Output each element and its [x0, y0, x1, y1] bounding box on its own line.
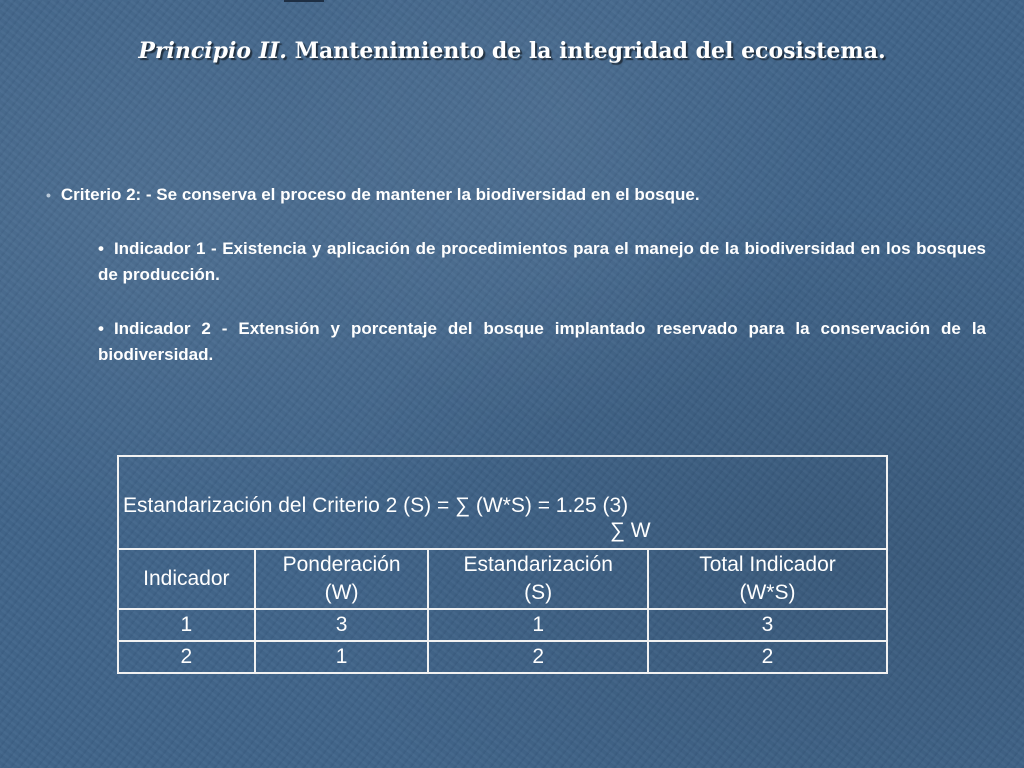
indicador-1-bullet [98, 236, 986, 288]
title-italic-part: Principio II. [138, 38, 287, 64]
title-rest-part: Mantenimiento de la integridad del ecosistema. [286, 38, 886, 64]
header-total [648, 549, 887, 609]
bullet-icon: • [46, 187, 51, 203]
formula-numerator: Estandarización del Criterio 2 (S) = ∑ (W*S) = 1.25 (3) [123, 493, 629, 517]
slide-title [0, 38, 1024, 64]
slide-content [46, 182, 986, 368]
header-estandarizacion [428, 549, 648, 609]
indicador-1-text: Indicador 1 - Existencia y aplicación de procedimientos para el manejo de la biodiversidad en los bosques de producción. [98, 239, 986, 284]
header-ponderacion-label: Ponderación [282, 553, 401, 576]
header-estandarizacion-label: Estandarización [463, 553, 613, 576]
cell-estandarizacion: 2 [428, 641, 648, 673]
header-total-unit: (W*S) [739, 581, 796, 604]
cell-ponderacion: 3 [255, 609, 429, 641]
cell-indicador: 2 [118, 641, 255, 673]
cell-total: 2 [648, 641, 887, 673]
indicador-2-text: Indicador 2 - Extensión y porcentaje del bosque implantado reservado para la conservación de la biodiversidad. [98, 319, 986, 364]
criterio-bullet [46, 182, 986, 208]
indicador-2-bullet [98, 316, 986, 368]
header-ponderacion [255, 549, 429, 609]
table-row [118, 641, 887, 673]
header-indicador [118, 549, 255, 609]
criterio-text: Criterio 2: - Se conserva el proceso de mantener la biodiversidad en el bosque. [60, 185, 700, 204]
cell-indicador: 1 [118, 609, 255, 641]
header-indicador-label: Indicador [143, 567, 230, 590]
header-ponderacion-unit: (W) [324, 581, 359, 604]
sub-bullet-icon: • [98, 319, 104, 338]
formula-cell [118, 456, 887, 549]
formula-row [118, 456, 887, 549]
cell-estandarizacion: 1 [428, 609, 648, 641]
sub-bullet-icon: • [98, 239, 104, 258]
cell-total: 3 [648, 609, 887, 641]
formula-denominator: ∑ W [610, 518, 651, 542]
top-decorative-line [284, 0, 324, 2]
table-row [118, 609, 887, 641]
cell-ponderacion: 1 [255, 641, 429, 673]
standardization-table [117, 455, 888, 674]
header-total-label: Total Indicador [699, 553, 836, 576]
header-estandarizacion-unit: (S) [524, 581, 553, 604]
table-header-row [118, 549, 887, 609]
